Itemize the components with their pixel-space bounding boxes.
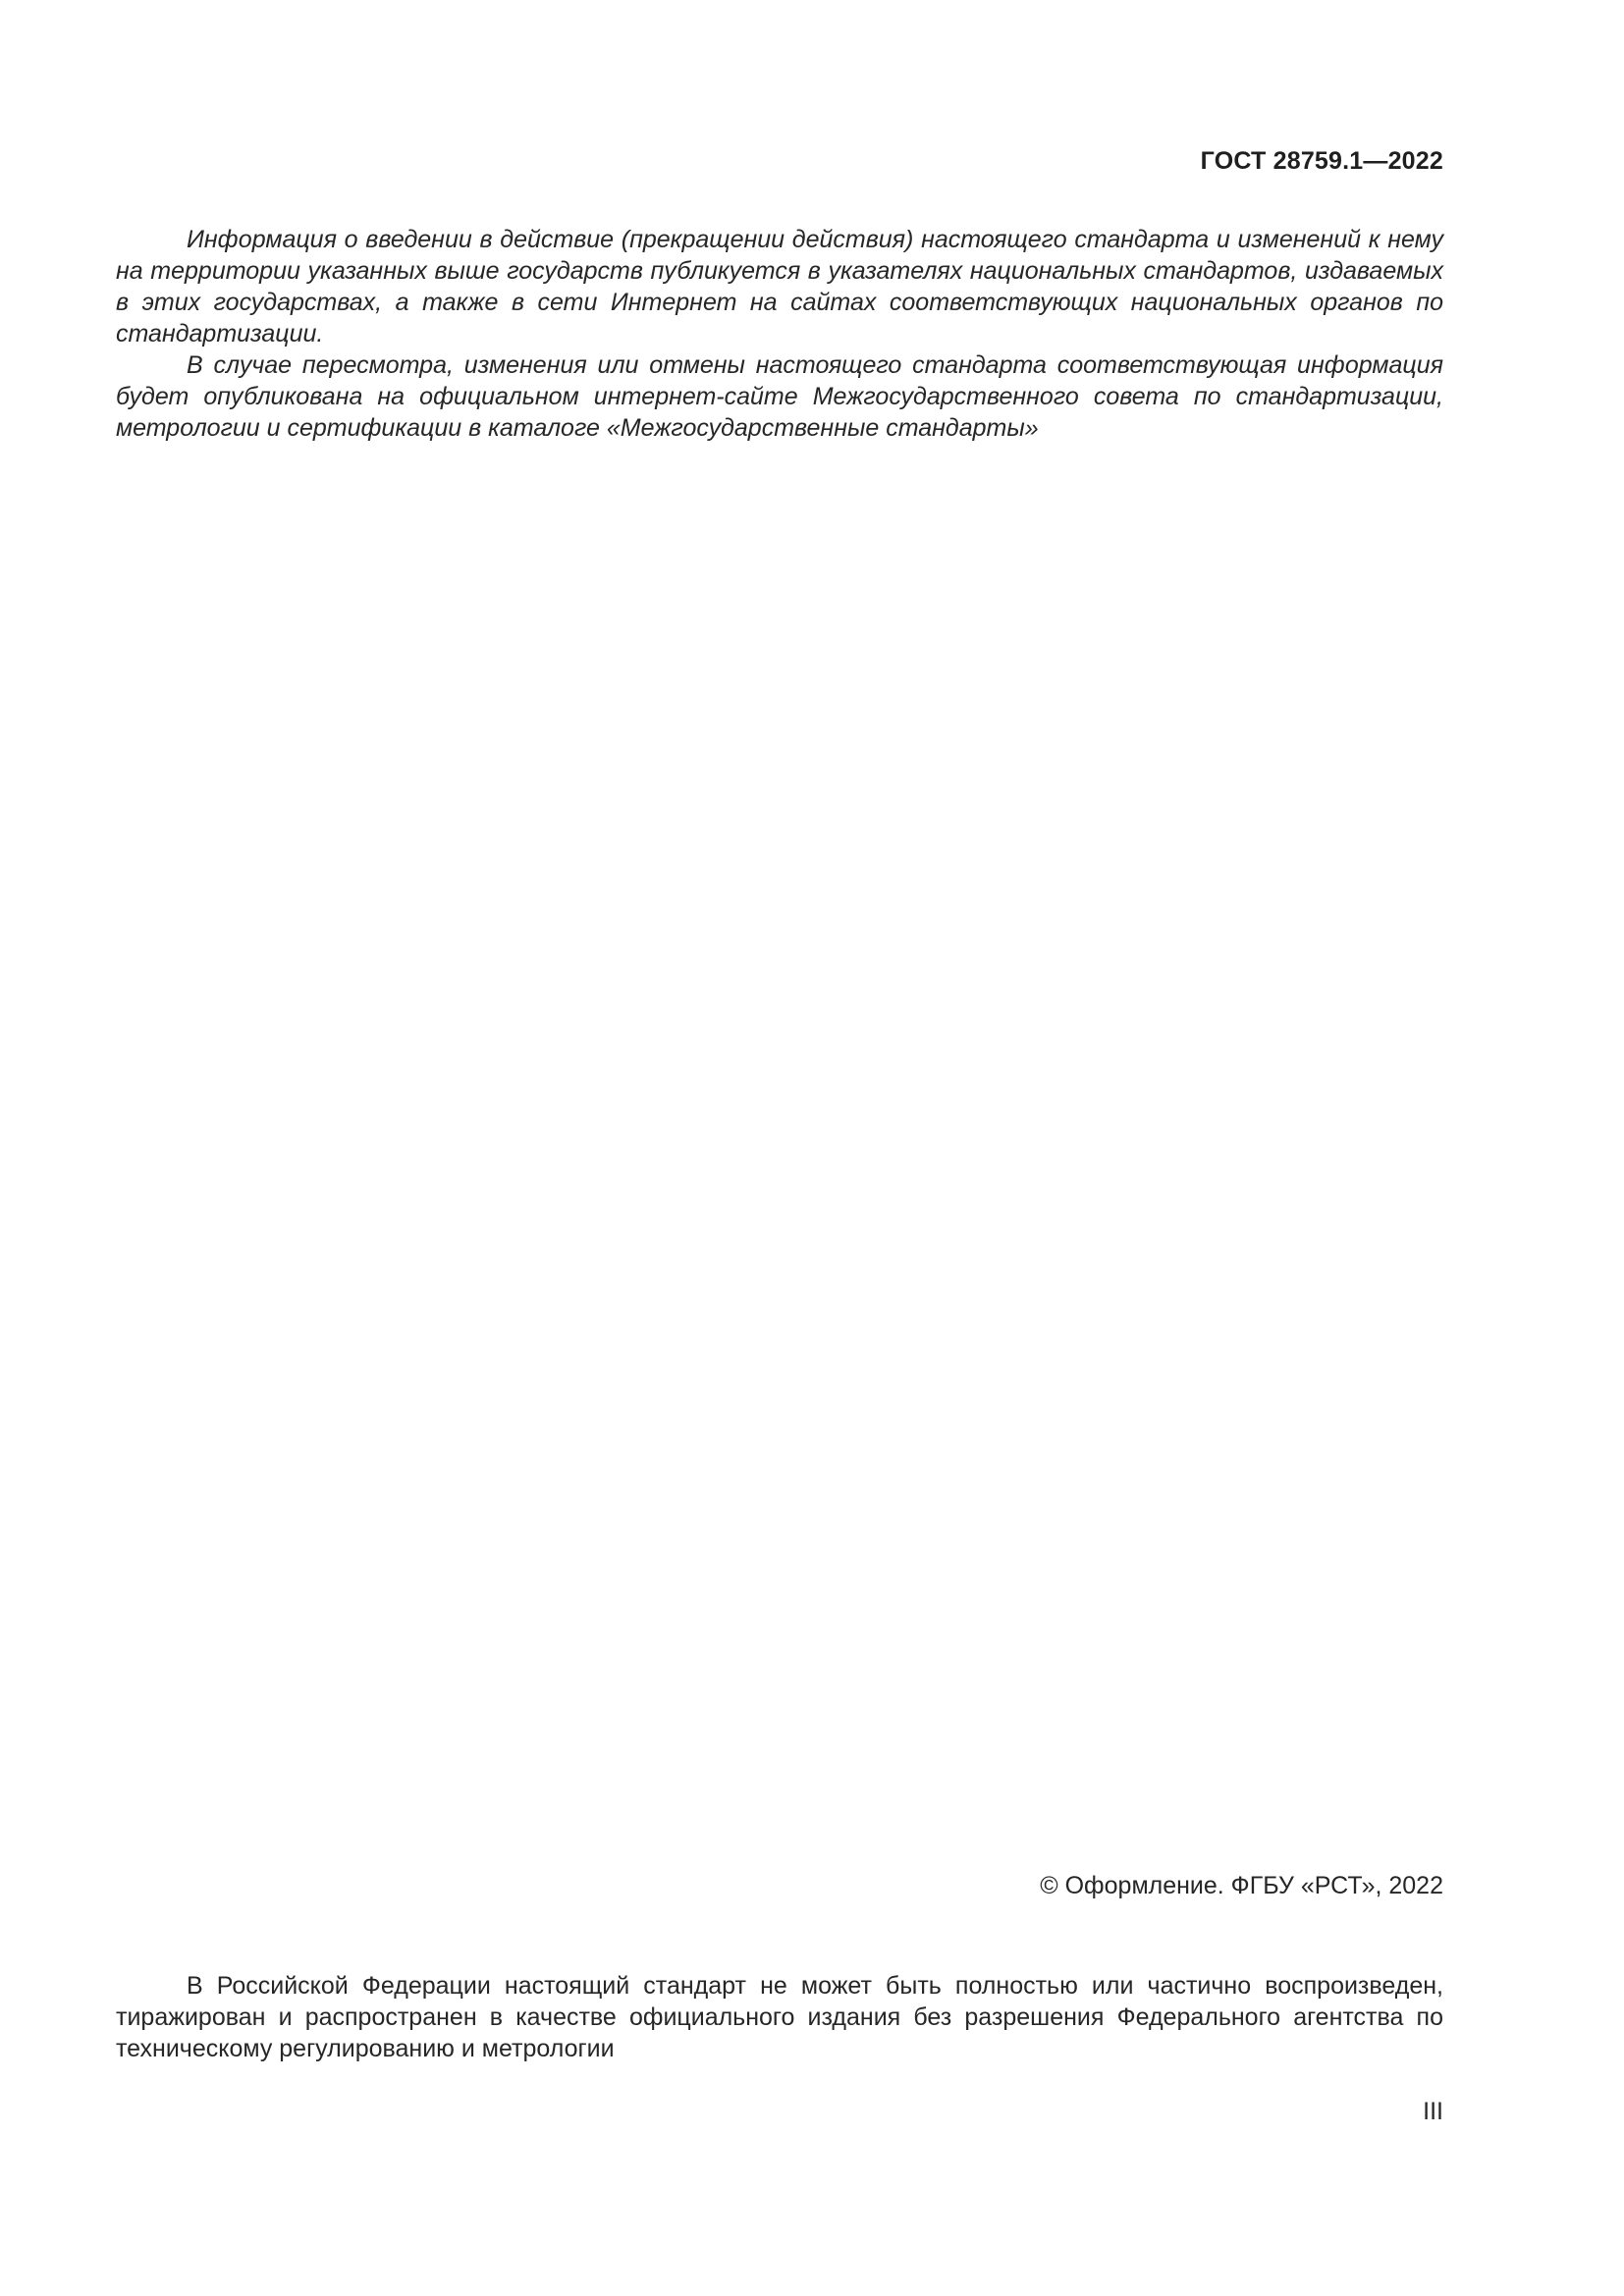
info-paragraph-entry-into-force: Информация о введении в действие (прекращении действия) настоящего стандарта и изменений к нему на территории указанных выше государств публикуется в указателях национальных стандартов, издаваемых в этих государствах, а также в сети Интернет на сайтах соответствующих национальных органов по стандартизации. — [116, 226, 1443, 347]
reproduction-notice — [116, 1970, 1443, 2064]
page-number: III — [1423, 2098, 1443, 2125]
info-block — [116, 224, 1443, 444]
document-designation: ГОСТ 28759.1—2022 — [1200, 147, 1443, 175]
copyright-line: © Оформление. ФГБУ «РСТ», 2022 — [1040, 1872, 1443, 1899]
info-paragraph-revision: В случае пересмотра, изменения или отмены настоящего стандарта соответствующая информация будет опубликована на официальном интернет-сайте Межгосударственного совета по стандартизации, метрологии и сертификации в каталоге «Межгосударственные стандарты» — [116, 351, 1443, 442]
reproduction-notice-text: В Российской Федерации настоящий стандарт не может быть полностью или частично воспроизведен, тиражирован и распространен в качестве официального издания без разрешения Федерального агентства по техническому регулированию и метрологии — [116, 1972, 1443, 2062]
